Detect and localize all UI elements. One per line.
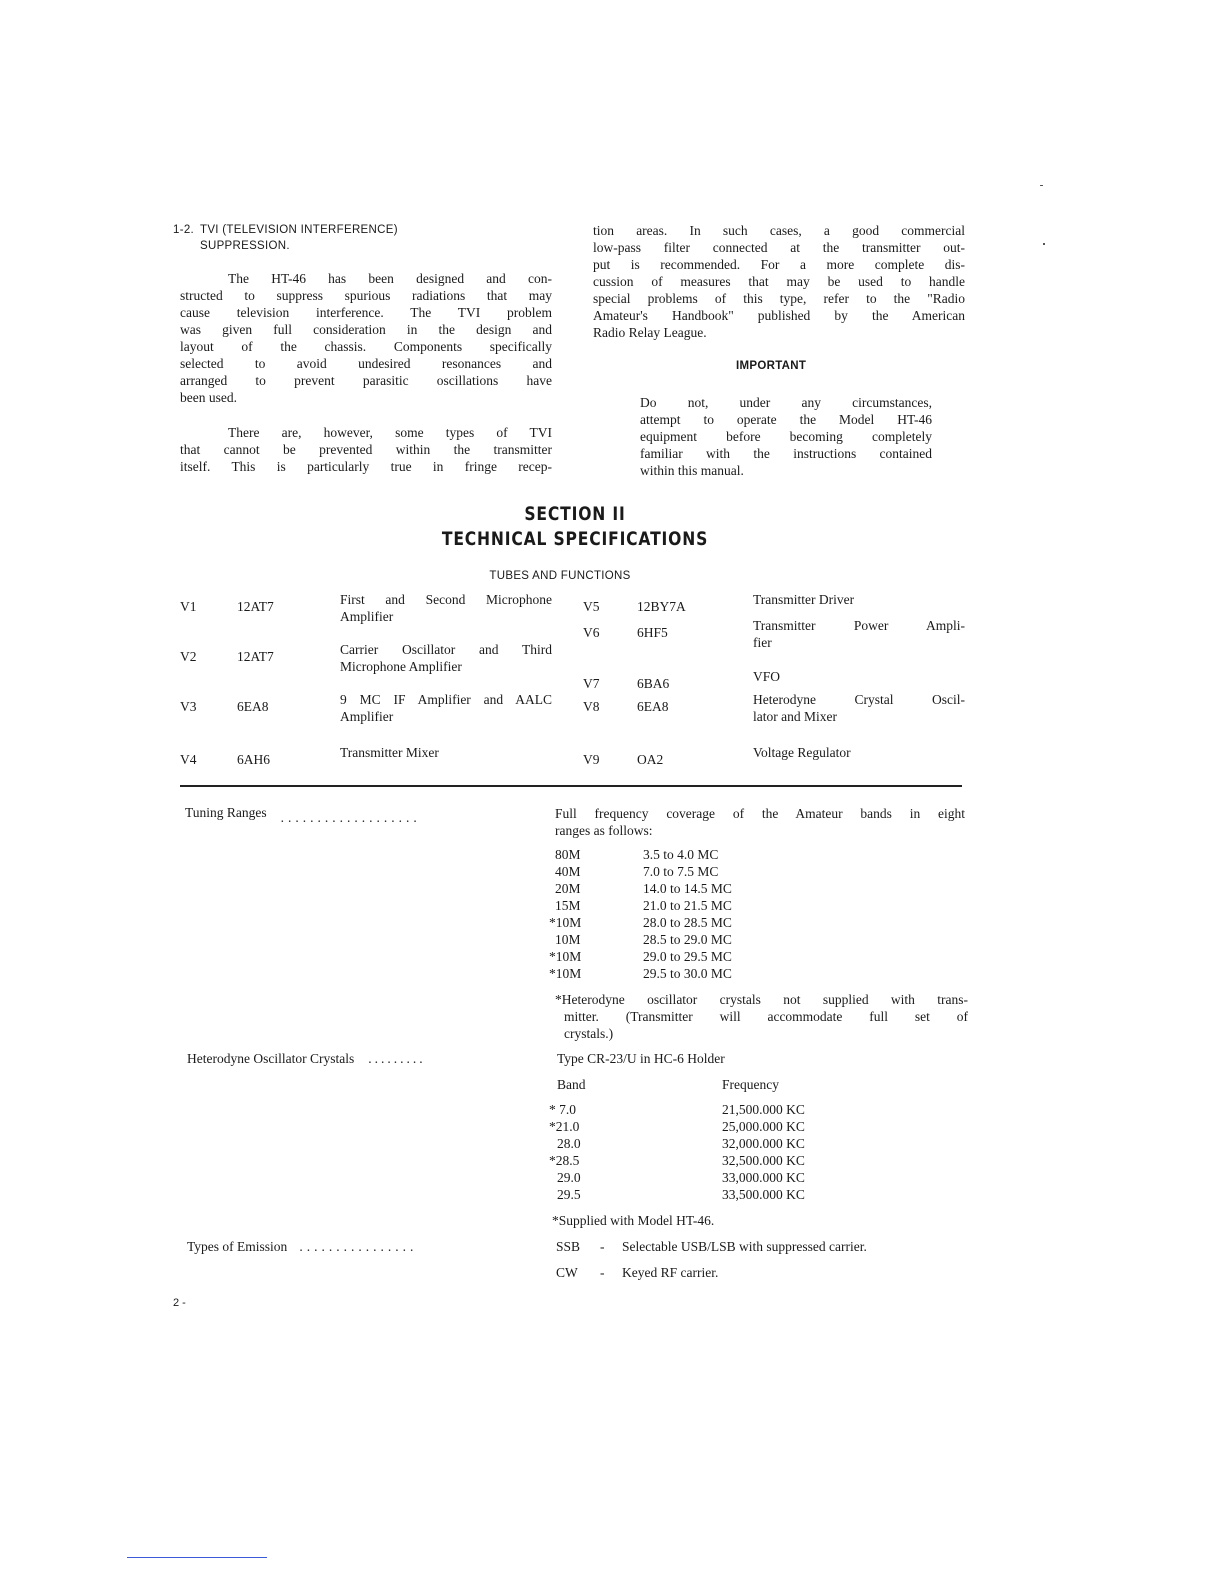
emission-mode: CW bbox=[556, 1265, 578, 1280]
crystal-band: *28.5 bbox=[549, 1153, 580, 1168]
tube-type: 6BA6 bbox=[637, 676, 670, 691]
crystal-frequency: 32,000.000 KC bbox=[722, 1136, 805, 1151]
text-line: Amplifier bbox=[340, 709, 394, 724]
tube-type: 6EA8 bbox=[237, 699, 269, 714]
tube-id: V5 bbox=[583, 599, 600, 614]
emission-dash: - bbox=[600, 1239, 605, 1254]
crystal-band: 28.0 bbox=[557, 1136, 581, 1151]
text-line: cause television interference. The TVI problem bbox=[180, 305, 552, 320]
divider bbox=[180, 785, 962, 787]
tube-function bbox=[753, 744, 965, 761]
text-line: There are, however, some types of TVI bbox=[228, 425, 552, 440]
range-band: *10M bbox=[549, 966, 582, 981]
tube-id: V3 bbox=[180, 699, 197, 714]
crystal-frequency: 33,000.000 KC bbox=[722, 1170, 805, 1185]
crystals-col-band: Band bbox=[557, 1077, 586, 1092]
text-line: special problems of this type, refer to the "Radio bbox=[593, 291, 965, 306]
text-line: Heterodyne Crystal Oscil- bbox=[753, 692, 965, 707]
tube-id: V1 bbox=[180, 599, 197, 614]
text-line: crystals.) bbox=[564, 1026, 614, 1041]
tube-id: V6 bbox=[583, 625, 600, 640]
text-line: was given full consideration in the design and bbox=[180, 322, 552, 337]
section-heading: SECTION II bbox=[524, 503, 626, 525]
tube-id: V8 bbox=[583, 699, 600, 714]
scan-mark bbox=[1040, 185, 1043, 186]
section-title-cont: SUPPRESSION. bbox=[200, 240, 290, 252]
emission-description: Selectable USB/LSB with suppressed carrier. bbox=[622, 1239, 867, 1254]
range-frequency: 29.0 to 29.5 MC bbox=[643, 949, 732, 964]
range-frequency: 3.5 to 4.0 MC bbox=[643, 847, 719, 862]
tube-type: 12AT7 bbox=[237, 649, 274, 664]
text-line: within this manual. bbox=[640, 463, 744, 478]
text-line: mitter. (Transmitter will accommodate full set of bbox=[564, 1009, 968, 1024]
label-text: Types of Emission bbox=[187, 1239, 288, 1254]
tube-type: OA2 bbox=[637, 752, 664, 767]
tube-function bbox=[753, 617, 965, 651]
text-line: cussion of measures that may be used to handle bbox=[593, 274, 965, 289]
crystal-band: * 7.0 bbox=[549, 1102, 576, 1117]
range-band: 20M bbox=[555, 881, 581, 896]
emission-mode: SSB bbox=[556, 1239, 581, 1254]
text-line: structed to suppress spurious radiations that may bbox=[180, 288, 552, 303]
text-line: familiar with the instructions contained bbox=[640, 446, 932, 461]
text-line: itself. This is particularly true in fringe recep- bbox=[180, 459, 552, 474]
tuning-description bbox=[555, 805, 965, 839]
leader-dots: ................... bbox=[280, 810, 421, 825]
paragraph-lowpass-filter bbox=[593, 222, 965, 341]
range-band: 10M bbox=[555, 932, 581, 947]
range-band: 40M bbox=[555, 864, 581, 879]
crystal-frequency: 33,500.000 KC bbox=[722, 1187, 805, 1202]
text-line: Voltage Regulator bbox=[753, 745, 851, 760]
text-line: VFO bbox=[753, 669, 781, 684]
tuning-ranges-label bbox=[185, 805, 421, 825]
crystal-band: 29.5 bbox=[557, 1187, 581, 1202]
emission-dash: - bbox=[600, 1265, 605, 1280]
text-line: Radio Relay League. bbox=[593, 325, 707, 340]
crystal-frequency: 25,000.000 KC bbox=[722, 1119, 805, 1134]
text-line: Amateur's Handbook" published by the American bbox=[593, 308, 965, 323]
crystals-label bbox=[187, 1051, 426, 1067]
scan-mark bbox=[1043, 243, 1045, 245]
tube-function bbox=[753, 591, 965, 608]
text-line: Carrier Oscillator and Third bbox=[340, 642, 552, 657]
important-heading: IMPORTANT bbox=[736, 360, 807, 372]
tuning-footnote bbox=[555, 991, 968, 1042]
tube-type: 6HF5 bbox=[637, 625, 668, 640]
crystals-type: Type CR-23/U in HC-6 Holder bbox=[557, 1051, 725, 1066]
crystals-footnote: *Supplied with Model HT-46. bbox=[552, 1213, 715, 1228]
text-line: been used. bbox=[180, 390, 237, 405]
tube-id: V2 bbox=[180, 649, 197, 664]
tube-function bbox=[340, 591, 552, 625]
text-line: tion areas. In such cases, a good commercial bbox=[593, 223, 965, 238]
tube-function bbox=[340, 691, 552, 725]
tube-id: V9 bbox=[583, 752, 600, 767]
text-line: that cannot be prevented within the transmitter bbox=[180, 442, 552, 457]
text-line: Full frequency coverage of the Amateur bands in eight bbox=[555, 806, 965, 821]
crystal-frequency: 32,500.000 KC bbox=[722, 1153, 805, 1168]
text-line: Amplifier bbox=[340, 609, 394, 624]
range-band: *10M bbox=[549, 949, 582, 964]
text-line: equipment before becoming completely bbox=[640, 429, 932, 444]
crystals-col-frequency: Frequency bbox=[722, 1077, 779, 1092]
text-line: lator and Mixer bbox=[753, 709, 837, 724]
paragraph-tvi-types bbox=[180, 424, 552, 475]
important-notice bbox=[640, 394, 932, 479]
range-frequency: 7.0 to 7.5 MC bbox=[643, 864, 719, 879]
label-text: Tuning Ranges bbox=[185, 805, 267, 820]
range-frequency: 14.0 to 14.5 MC bbox=[643, 881, 732, 896]
text-line: ranges as follows: bbox=[555, 823, 653, 838]
text-line: low-pass filter connected at the transmitter out- bbox=[593, 240, 965, 255]
crystal-band: *21.0 bbox=[549, 1119, 580, 1134]
text-line: Transmitter Power Ampli- bbox=[753, 618, 965, 633]
range-band: 15M bbox=[555, 898, 581, 913]
text-line: Transmitter Mixer bbox=[340, 745, 439, 760]
range-frequency: 21.0 to 21.5 MC bbox=[643, 898, 732, 913]
crystal-band: 29.0 bbox=[557, 1170, 581, 1185]
underline-link[interactable] bbox=[127, 1557, 267, 1558]
paragraph-design bbox=[180, 270, 552, 406]
text-line: First and Second Microphone bbox=[340, 592, 552, 607]
tube-function bbox=[340, 744, 552, 761]
range-band: *10M bbox=[549, 915, 582, 930]
tube-id: V4 bbox=[180, 752, 197, 767]
text-line: selected to avoid undesired resonances and bbox=[180, 356, 552, 371]
tube-id: V7 bbox=[583, 676, 600, 691]
text-line: Do not, under any circumstances, bbox=[640, 395, 932, 410]
text-line: 9 MC IF Amplifier and AALC bbox=[340, 692, 552, 707]
tubes-heading: TUBES AND FUNCTIONS bbox=[489, 570, 631, 582]
range-frequency: 29.5 to 30.0 MC bbox=[643, 966, 732, 981]
text-line: fier bbox=[753, 635, 772, 650]
text-line: layout of the chassis. Components specifically bbox=[180, 339, 552, 354]
section-title: TVI (TELEVISION INTERFERENCE) bbox=[200, 224, 398, 236]
text-line: The HT-46 has been designed and con- bbox=[228, 271, 552, 286]
section-subheading: TECHNICAL SPECIFICATIONS bbox=[441, 528, 709, 550]
crystal-frequency: 21,500.000 KC bbox=[722, 1102, 805, 1117]
text-line: arranged to prevent parasitic oscillations have bbox=[180, 373, 552, 388]
tube-type: 6EA8 bbox=[637, 699, 669, 714]
section-number: 1-2. bbox=[173, 224, 195, 236]
page-number: 2 - bbox=[173, 1297, 186, 1309]
text-line: *Heterodyne oscillator crystals not supplied with trans- bbox=[555, 992, 968, 1007]
tube-type: 12AT7 bbox=[237, 599, 274, 614]
leader-dots: ................ bbox=[299, 1239, 418, 1254]
range-band: 80M bbox=[555, 847, 581, 862]
tube-function bbox=[340, 641, 552, 675]
label-text: Heterodyne Oscillator Crystals bbox=[187, 1051, 355, 1066]
range-frequency: 28.0 to 28.5 MC bbox=[643, 915, 732, 930]
tube-type: 12BY7A bbox=[637, 599, 686, 614]
leader-dots: ......... bbox=[368, 1051, 426, 1066]
text-line: Transmitter Driver bbox=[753, 592, 855, 607]
text-line: Microphone Amplifier bbox=[340, 659, 462, 674]
text-line: attempt to operate the Model HT-46 bbox=[640, 412, 932, 427]
emission-label bbox=[187, 1239, 417, 1255]
text-line: put is recommended. For a more complete dis- bbox=[593, 257, 965, 272]
range-frequency: 28.5 to 29.0 MC bbox=[643, 932, 732, 947]
tube-function bbox=[753, 668, 965, 685]
emission-description: Keyed RF carrier. bbox=[622, 1265, 719, 1280]
tube-function bbox=[753, 691, 965, 725]
tube-type: 6AH6 bbox=[237, 752, 270, 767]
